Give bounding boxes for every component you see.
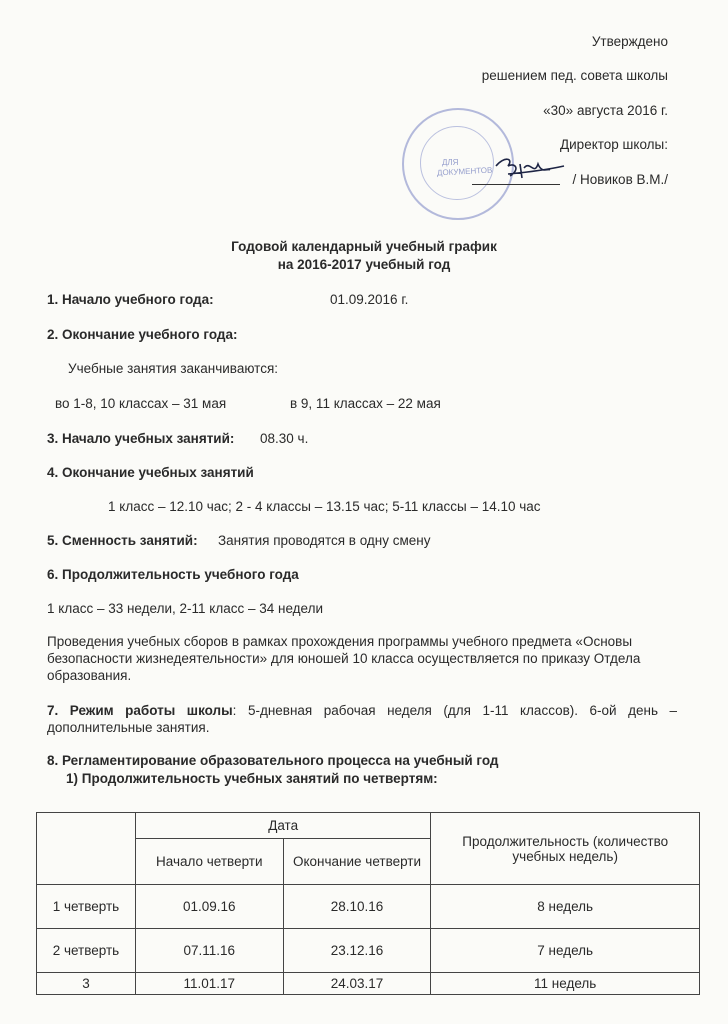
section-8-label: 8. Регламентирование образовательного процесса на учебный год [47,753,499,768]
approval-line-date: «30» августа 2016 г. [543,103,668,118]
document-subtitle: на 2016-2017 учебный год [277,257,451,272]
header-date: Дата [135,813,431,839]
section-6-label: 6. Продолжительность учебного года [47,567,299,582]
stamp-text-documents: ДОКУМЕНТОВ [436,165,493,178]
header-quarter-start: Начало четверти [135,839,283,885]
header-duration: Продолжительность (количество учебных недель) [431,813,700,885]
cell-end: 23.12.16 [283,929,431,973]
cell-weeks: 7 недель [431,929,700,973]
section-5-value: Занятия проводятся в одну смену [218,533,431,548]
section-2-end-b: в 9, 11 классах – 22 мая [290,396,441,411]
section-1-label: 1. Начало учебного года: [47,292,214,307]
approval-director-name: / Новиков В.М./ [572,172,668,187]
approval-line-approved: Утверждено [591,34,668,49]
cell-quarter: 1 четверть [37,885,136,929]
cell-quarter: 3 [37,973,136,995]
document-title: Годовой календарный учебный график [231,239,497,254]
section-3-label: 3. Начало учебных занятий: [47,431,235,446]
header-quarter-end: Окончание четверти [283,839,431,885]
stamp-text-for: ДЛЯ [442,158,459,167]
approval-line-council: решением пед. совета школы [481,68,668,83]
section-2-end-a: во 1-8, 10 классах – 31 мая [55,396,227,411]
table-row [37,885,700,929]
cell-end: 24.03.17 [283,973,431,995]
section-6-text: 1 класс – 33 недели, 2-11 класс – 34 недели [47,601,324,616]
director-signature [490,150,570,186]
cell-weeks: 11 недель [431,973,700,995]
section-6-paragraph: Проведения учебных сборов в рамках прохождения программы учебного предмета «Основы безопасности жизнедеятельности» для юношей 10 класса осуществляется по приказу Отдела образования. [47,634,641,683]
section-8-sub: 1) Продолжительность учебных занятий по четвертям: [66,771,438,786]
cell-quarter: 2 четверть [37,929,136,973]
section-4-text: 1 класс – 12.10 час; 2 - 4 классы – 13.15 час; 5-11 классы – 14.10 час [108,499,541,514]
approval-line-director: Директор школы: [560,137,668,152]
section-7-text: : 5-дневная рабочая неделя (для 1-11 классов). 6-ой день – дополнительные занятия. [47,703,678,735]
section-2-label: 2. Окончание учебного года: [47,327,238,342]
quarters-table [36,812,700,995]
cell-end: 28.10.16 [283,885,431,929]
section-1-value: 01.09.2016 г. [330,292,409,307]
section-4-label: 4. Окончание учебных занятий [47,465,254,480]
section-7-label: 7. Режим работы школы [47,703,233,718]
cell-start: 07.11.16 [135,929,283,973]
cell-weeks: 8 недель [431,885,700,929]
signature-line [472,184,560,185]
cell-start: 11.01.17 [135,973,283,995]
section-7 [47,702,677,736]
table-header-row [37,813,700,839]
table-row [37,973,700,995]
section-5-label: 5. Сменность занятий: [47,533,198,548]
table-corner-cell [37,813,136,885]
table-row [37,929,700,973]
section-2-text: Учебные занятия заканчиваются: [68,361,279,376]
section-3-value: 08.30 ч. [260,431,309,446]
cell-start: 01.09.16 [135,885,283,929]
